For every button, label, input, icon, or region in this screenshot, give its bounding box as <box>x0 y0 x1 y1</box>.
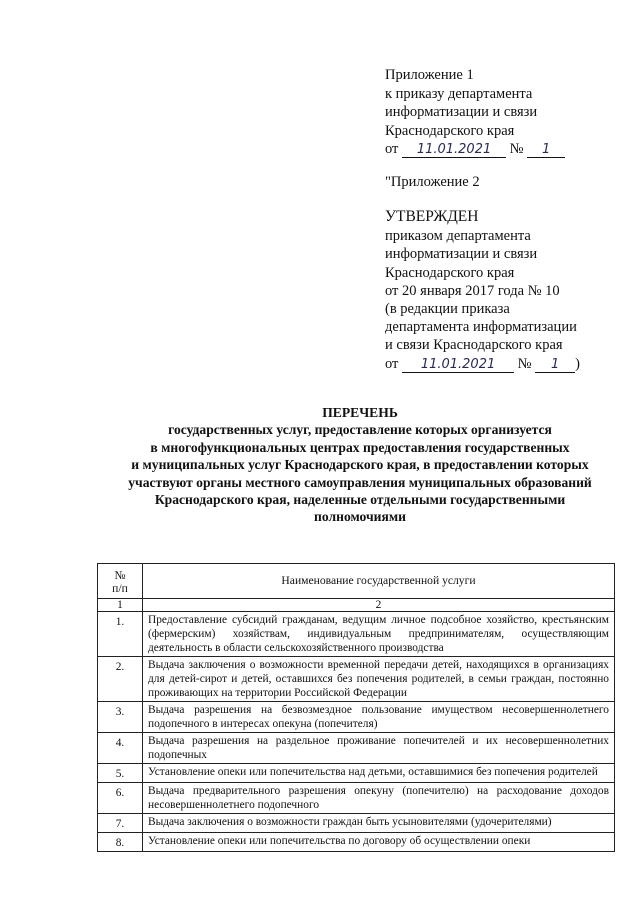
title-line: государственных услуг, предоставление которых организуется <box>168 422 552 438</box>
service-name: Выдача заключения о возможности временной передачи детей, находящихся в организациях для детей-сирот и детей, оставшихся без попечения родителей, в семьи граждан, постоянно проживающих на территории Российской Федерации <box>143 657 615 702</box>
document-title <box>80 404 639 526</box>
row-number: 6. <box>98 783 143 814</box>
service-name: Установление опеки или попечительства по договору об осуществлении опеки <box>143 833 615 852</box>
table-row <box>98 764 615 783</box>
title-line: ПЕРЕЧЕНЬ <box>322 405 398 420</box>
appendix-line: Краснодарского края <box>385 122 515 139</box>
table-row <box>98 833 615 852</box>
handwritten-number: 1 <box>527 142 565 158</box>
closing-paren: ) <box>575 355 580 372</box>
table-index-row <box>98 599 615 612</box>
header-num-cell: № п/п <box>98 564 143 599</box>
index-num-cell: 1 <box>98 599 143 612</box>
approved-line: Краснодарского края <box>385 264 515 281</box>
appendix-line: информатизации и связи <box>385 104 538 120</box>
date-prefix: от <box>385 141 399 157</box>
title-line: и муниципальных услуг Краснодарского края, в предоставлении которых <box>131 457 589 473</box>
table-row <box>98 702 615 733</box>
service-name: Выдача разрешения на раздельное проживание попечителей и их несовершеннолетних подопечных <box>143 733 615 764</box>
approved-line: и связи Краснодарского края <box>385 337 563 354</box>
row-number: 8. <box>98 833 143 852</box>
table-row <box>98 814 615 833</box>
appendix-date-line <box>385 140 625 159</box>
appendix-2-label: "Приложение 2 <box>385 174 480 190</box>
approved-line: департамента информатизации <box>385 319 577 336</box>
service-name: Установление опеки или попечительства над детьми, оставшимися без попечения родителей <box>143 764 615 783</box>
row-number: 7. <box>98 814 143 833</box>
table-row <box>98 657 615 702</box>
table-header-row <box>98 564 615 599</box>
row-number: 3. <box>98 702 143 733</box>
appendix-1-block <box>385 66 625 159</box>
table-row <box>98 733 615 764</box>
approved-line: информатизации и связи <box>385 246 538 263</box>
date-prefix: от <box>385 355 399 372</box>
service-name: Предоставление субсидий гражданам, ведущим личное подсобное хозяйство, крестьянским (фермерским) хозяйствам, индивидуальным предпринимателям, осуществляющим деятельность в области сельскохозяйственного производства <box>143 612 615 657</box>
title-line: в многофункциональных центрах предоставления государственных <box>150 439 570 455</box>
approved-block <box>385 208 635 373</box>
approved-line: (в редакции приказа <box>385 301 510 318</box>
services-table <box>97 563 615 852</box>
index-name-cell: 2 <box>143 599 615 612</box>
approved-heading: УТВЕРЖДЕН <box>385 208 479 225</box>
number-prefix: № <box>509 141 524 157</box>
handwritten-date: 11.01.2021 <box>402 142 506 158</box>
title-line: участвуют органы местного самоуправления муниципальных образований <box>128 474 592 490</box>
title-line: Краснодарского края, наделенные отдельными государственными <box>154 492 566 508</box>
service-name: Выдача предварительного разрешения опекуну (попечителю) на расходование доходов несовершеннолетнего подопечного <box>143 783 615 814</box>
appendix-line: к приказу департамента <box>385 85 533 102</box>
approved-date-line <box>385 355 635 373</box>
number-prefix: № <box>517 355 532 372</box>
appendix-line: Приложение 1 <box>385 67 474 83</box>
handwritten-date: 11.01.2021 <box>402 357 514 373</box>
approved-line: от 20 января 2017 года № 10 <box>385 282 560 299</box>
handwritten-number: 1 <box>535 357 575 373</box>
table-row <box>98 612 615 657</box>
service-name: Выдача заключения о возможности граждан быть усыновителями (удочерителями) <box>143 814 615 833</box>
title-line: полномочиями <box>314 509 406 525</box>
row-number: 4. <box>98 733 143 764</box>
header-name-cell: Наименование государственной услуги <box>143 564 615 599</box>
row-number: 1. <box>98 612 143 657</box>
row-number: 2. <box>98 657 143 702</box>
row-number: 5. <box>98 764 143 783</box>
service-name: Выдача разрешения на безвозмездное пользование имуществом несовершеннолетнего подопечного в интересах опекуна (попечителя) <box>143 702 615 733</box>
table-row <box>98 783 615 814</box>
approved-line: приказом департамента <box>385 228 531 245</box>
